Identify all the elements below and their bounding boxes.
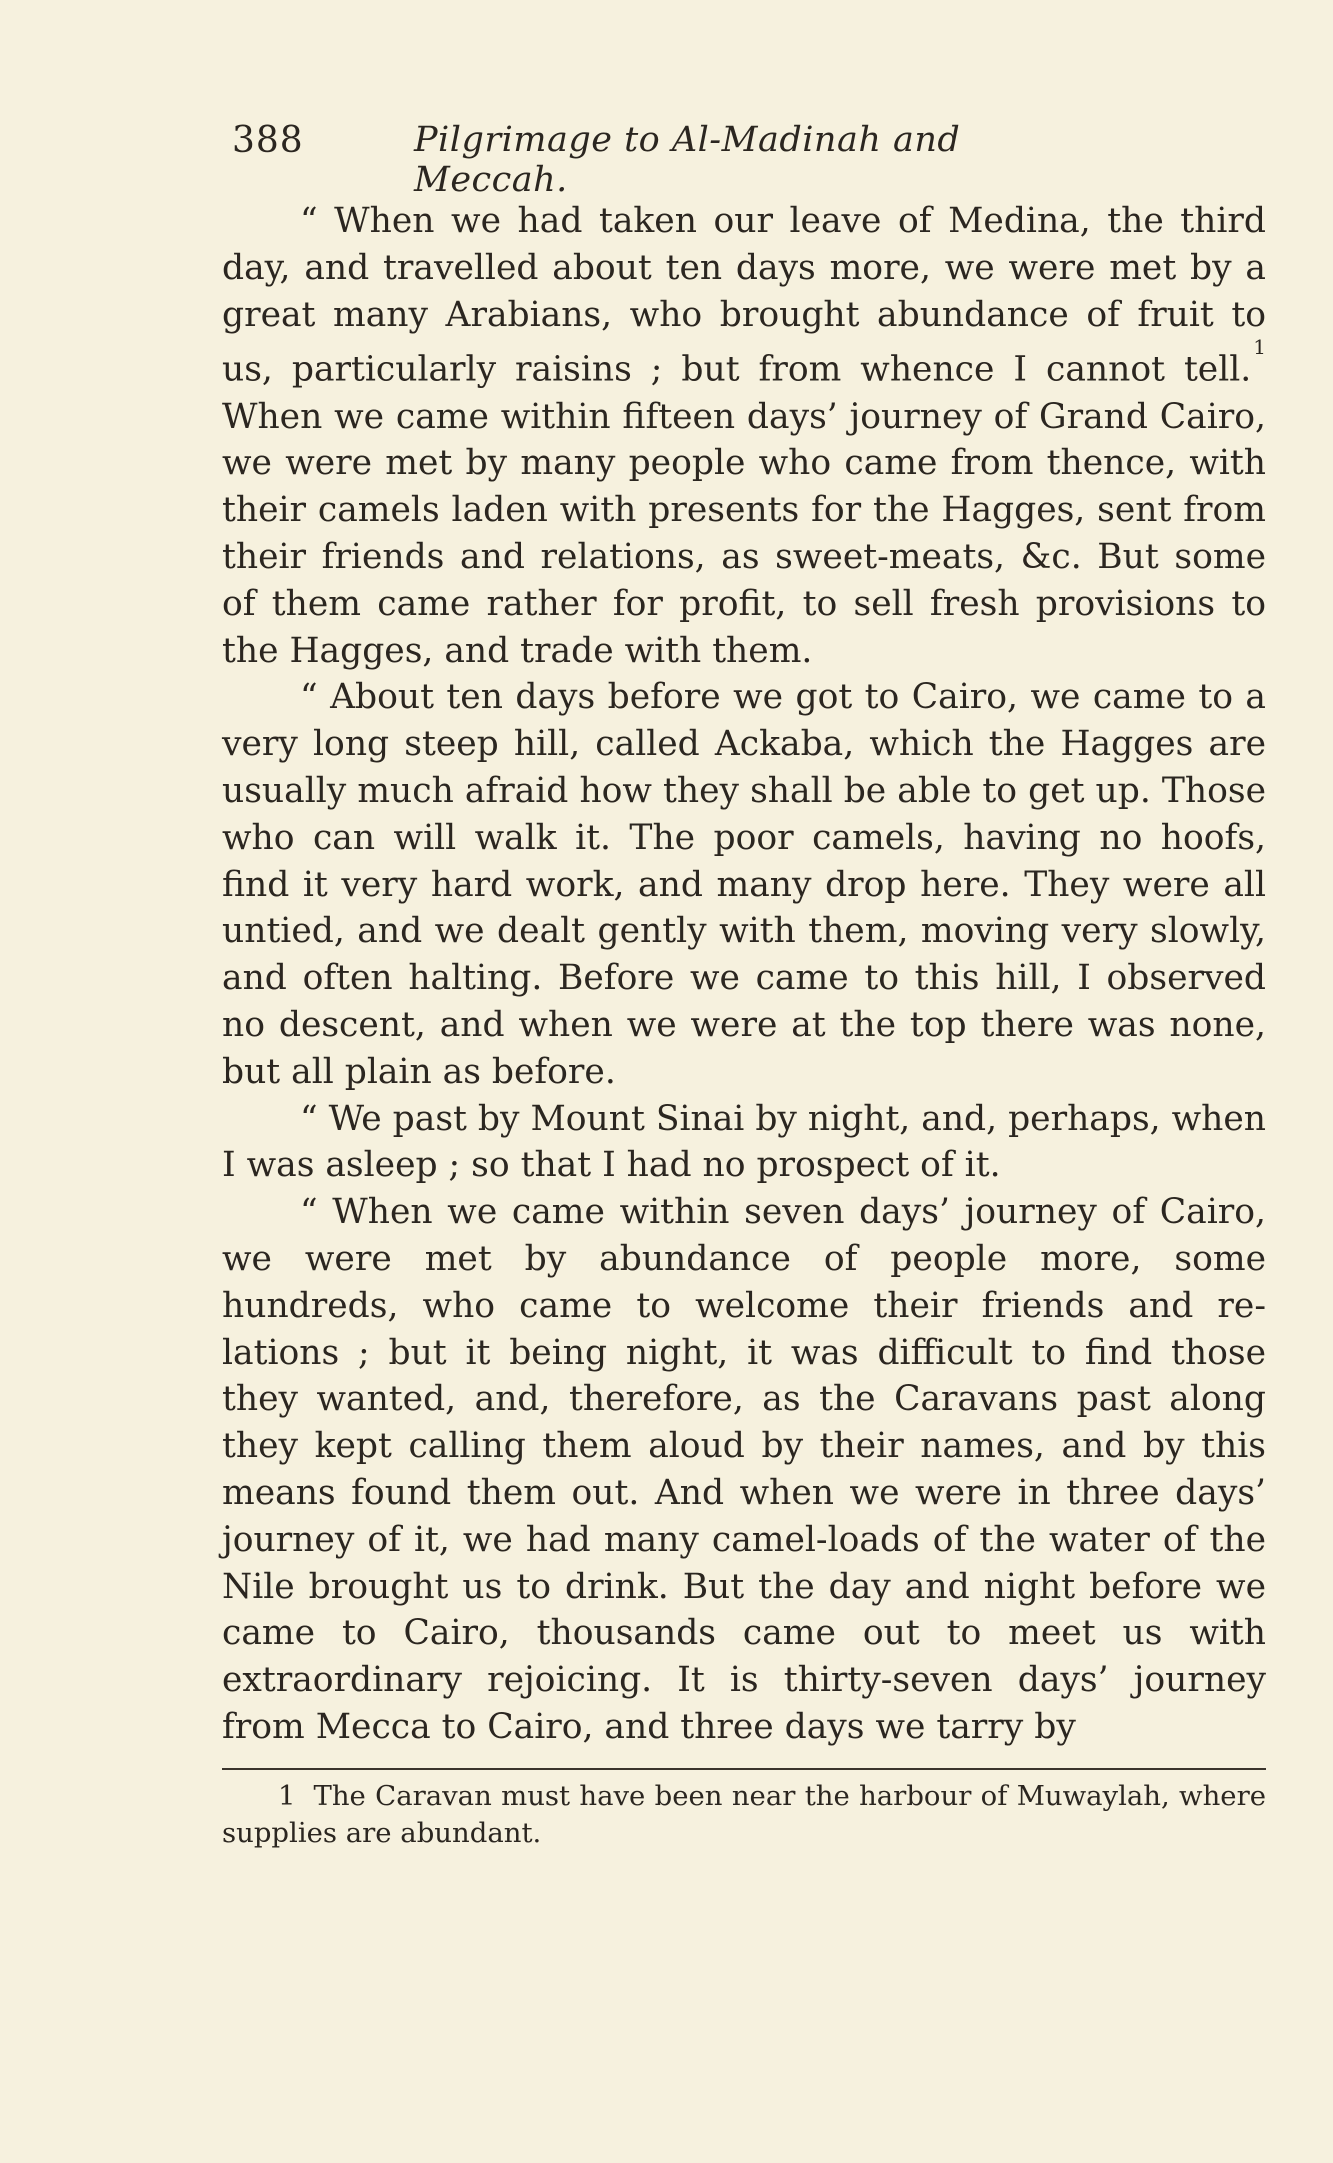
running-title: Pilgrimage to Al-Madinah and Meccah. (414, 120, 961, 200)
paragraph: “ We past by Mount Sinai by night, and, perhaps, when I was asleep ; so that I had no prospect of it. (222, 1098, 1266, 1186)
footnote-paragraph (222, 1778, 1266, 1852)
paragraph: “ When we came within seven days’ journey of Cairo, we were met by abundance of people more, some hundreds, who came to welcome their friends and re-lations ; but it being night, it was difficult to find those they wanted, and, therefore, as the Caravans past along they kept calling them aloud by their names, and by this means found them out. And when we were in three days’ journey of it, we had many camel-loads of the water of the Nile brought us to drink. But the day and night before we came to Cairo, thousands came out to meet us with extraordinary rejoicing. It is thirty-seven days’ journey from Mecca to Cairo, and three days we tarry by (222, 1192, 1266, 1747)
body-text (222, 198, 1266, 1751)
footnote-text: The Caravan must have been near the harbour of Muwaylah, where supplies are abundant. (222, 1780, 1266, 1849)
paragraph-text: “ When we had taken our leave of Medina, the third day, and travelled about ten days more, we were met by a great many Arabians, who brought abundance of fruit to us, particularly raisins ; but from whence I cannot tell. (222, 201, 1266, 390)
footnote-marker: 1 (278, 1780, 296, 1812)
paragraph-text: When we came within fifteen days’ journey of Grand Cairo, we were met by many people who came from thence, with their camels laden with presents for the Hagges, sent from their friends and relations, as sweet-meats, &c. But some of them came rather for profit, to sell fresh provisions to the Hagges, and trade with them. (222, 396, 1266, 671)
paragraph (222, 198, 1266, 674)
footnote-reference: 1 (1253, 335, 1266, 360)
page-header (232, 120, 1117, 200)
footnote-rule (222, 1768, 1266, 1770)
paragraph: “ About ten days before we got to Cairo, we came to a very long steep hill, called Ackaba, which the Hagges are usually much afraid how they shall be able to get up. Those who can will walk it. The poor camels, having no hoofs, find it very hard work, and many drop here. They were all untied, and we dealt gently with them, moving very slowly, and often halting. Before we came to this hill, I observed no descent, and when we were at the top there was none, but all plain as before. (222, 677, 1266, 1092)
page-number: 388 (232, 120, 304, 161)
footnote (222, 1778, 1266, 1852)
